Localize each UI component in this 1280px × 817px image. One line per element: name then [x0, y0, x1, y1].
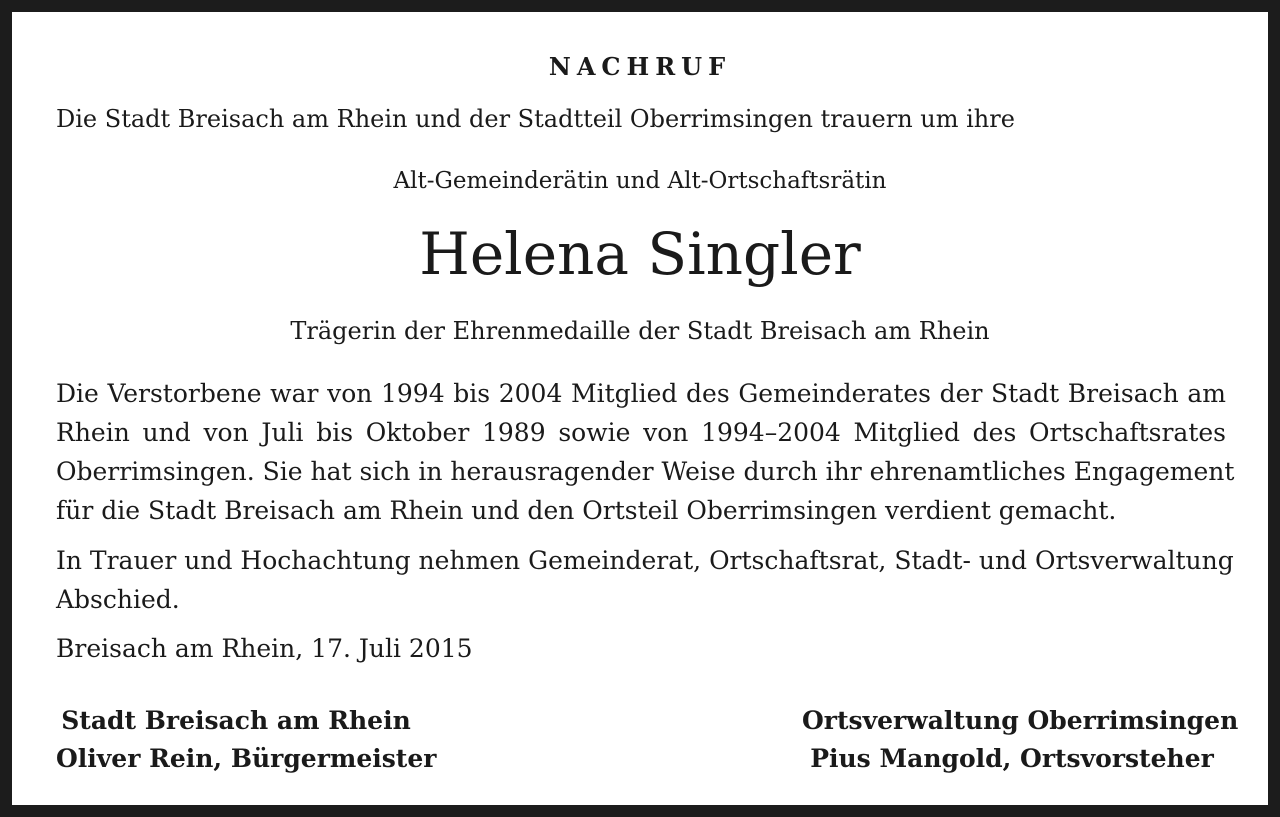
intro-line: Die Stadt Breisach am Rhein und der Stadtteil Oberrimsingen trauern um ihre: [56, 105, 1015, 133]
obituary-notice: [12, 12, 1268, 805]
body-line: Abschied.: [56, 585, 180, 614]
signature-right: [802, 702, 1239, 778]
honor-line: Trägerin der Ehrenmedaille der Stadt Breisach am Rhein: [290, 317, 990, 345]
body-line: Oberrimsingen. Sie hat sich in herausragender Weise durch ihr ehrenamtliches Engagement: [56, 457, 1235, 486]
signature-person: Oliver Rein, Bürgermeister: [56, 744, 437, 773]
body-paragraph-1: [56, 374, 1235, 530]
body-paragraph-2: [56, 541, 1234, 619]
signature-left: [56, 702, 437, 778]
signature-person: Pius Mangold, Ortsvorsteher: [810, 744, 1214, 773]
body-line: Rhein und von Juli bis Oktober 1989 sowie von 1994–2004 Mitglied des Ortschaftsrates: [56, 418, 1226, 447]
signature-org: Stadt Breisach am Rhein: [61, 706, 411, 735]
body-line: In Trauer und Hochachtung nehmen Gemeinderat, Ortschaftsrat, Stadt- und Ortsverwaltung: [56, 546, 1234, 575]
signature-org: Ortsverwaltung Oberrimsingen: [802, 706, 1239, 735]
dateline: Breisach am Rhein, 17. Juli 2015: [56, 634, 473, 663]
role-line: Alt-Gemeinderätin und Alt-Ortschaftsrätin: [393, 168, 887, 194]
body-line: für die Stadt Breisach am Rhein und den Ortsteil Oberrimsingen verdient gemacht.: [56, 496, 1117, 525]
deceased-name: Helena Singler: [419, 220, 861, 288]
notice-heading: NACHRUF: [548, 52, 732, 81]
body-line: Die Verstorbene war von 1994 bis 2004 Mitglied des Gemeinderates der Stadt Breisach am: [56, 379, 1226, 408]
